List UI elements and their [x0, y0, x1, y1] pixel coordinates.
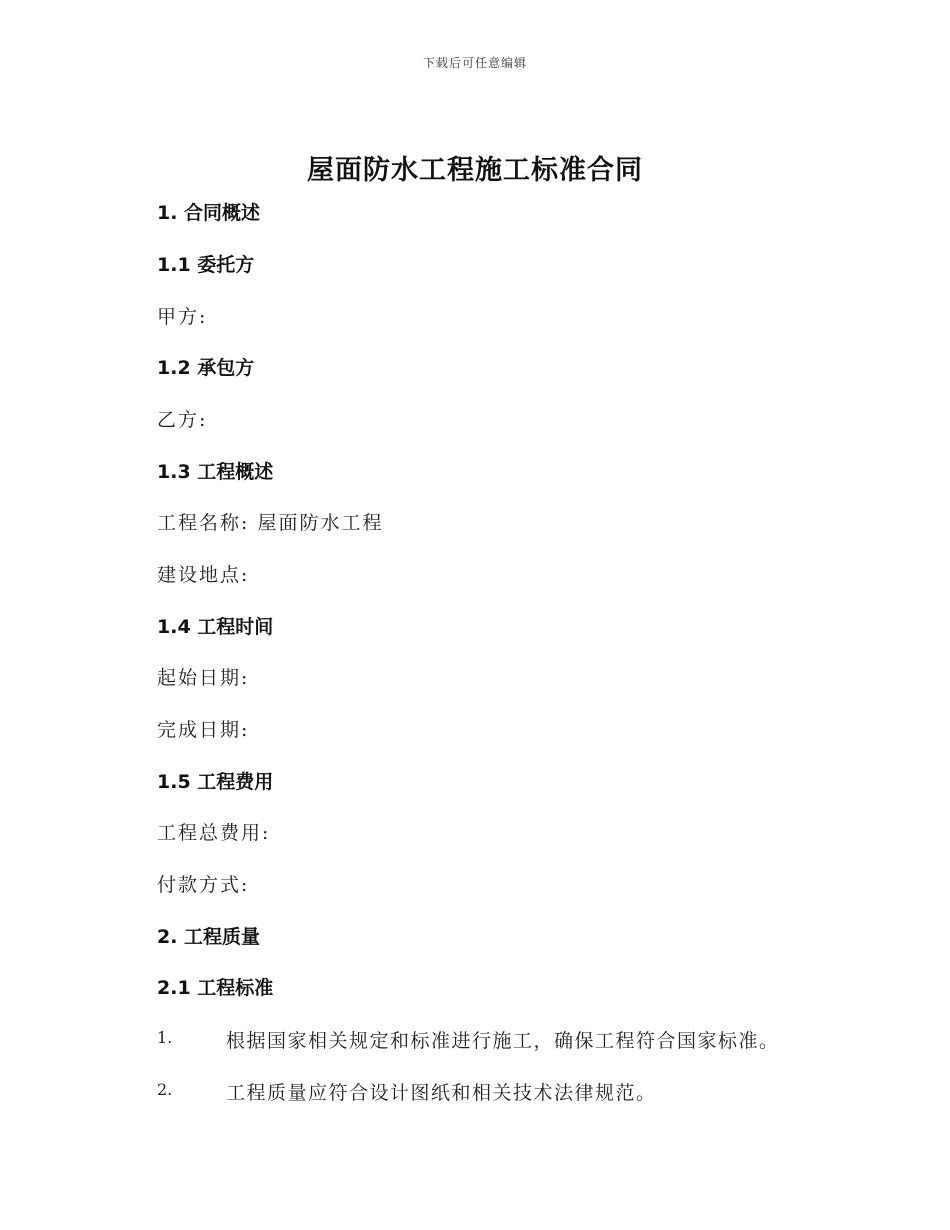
total-cost-field: 工程总费用: [157, 822, 271, 844]
list-text: 根据国家相关规定和标准进行施工，确保工程符合国家标准。 [226, 1030, 780, 1052]
section-1-1-heading: 1.1 委托方 [157, 254, 255, 276]
payment-field: 付款方式: [157, 874, 250, 896]
section-2-1-heading: 2.1 工程标准 [157, 977, 274, 999]
section-1-4-heading: 1.4 工程时间 [157, 616, 274, 638]
project-name-field: 工程名称: 屋面防水工程 [157, 512, 384, 534]
party-b-field: 乙方: [157, 409, 208, 431]
section-1-5-heading: 1.5 工程费用 [157, 771, 274, 793]
list-number: 1. [157, 1028, 173, 1047]
page-header-note: 下载后可任意编辑 [422, 56, 527, 70]
party-a-field: 甲方: [157, 306, 208, 328]
section-1-heading: 1. 合同概述 [157, 202, 261, 224]
document-title: 屋面防水工程施工标准合同 [307, 155, 643, 186]
list-number: 2. [157, 1080, 173, 1099]
location-field: 建设地点: [157, 564, 250, 586]
section-1-2-heading: 1.2 承包方 [157, 357, 255, 379]
start-date-field: 起始日期: [157, 667, 250, 689]
section-1-3-heading: 1.3 工程概述 [157, 461, 274, 483]
end-date-field: 完成日期: [157, 719, 250, 741]
list-text: 工程质量应符合设计图纸和相关技术法律规范。 [226, 1082, 657, 1104]
section-2-heading: 2. 工程质量 [157, 926, 261, 948]
